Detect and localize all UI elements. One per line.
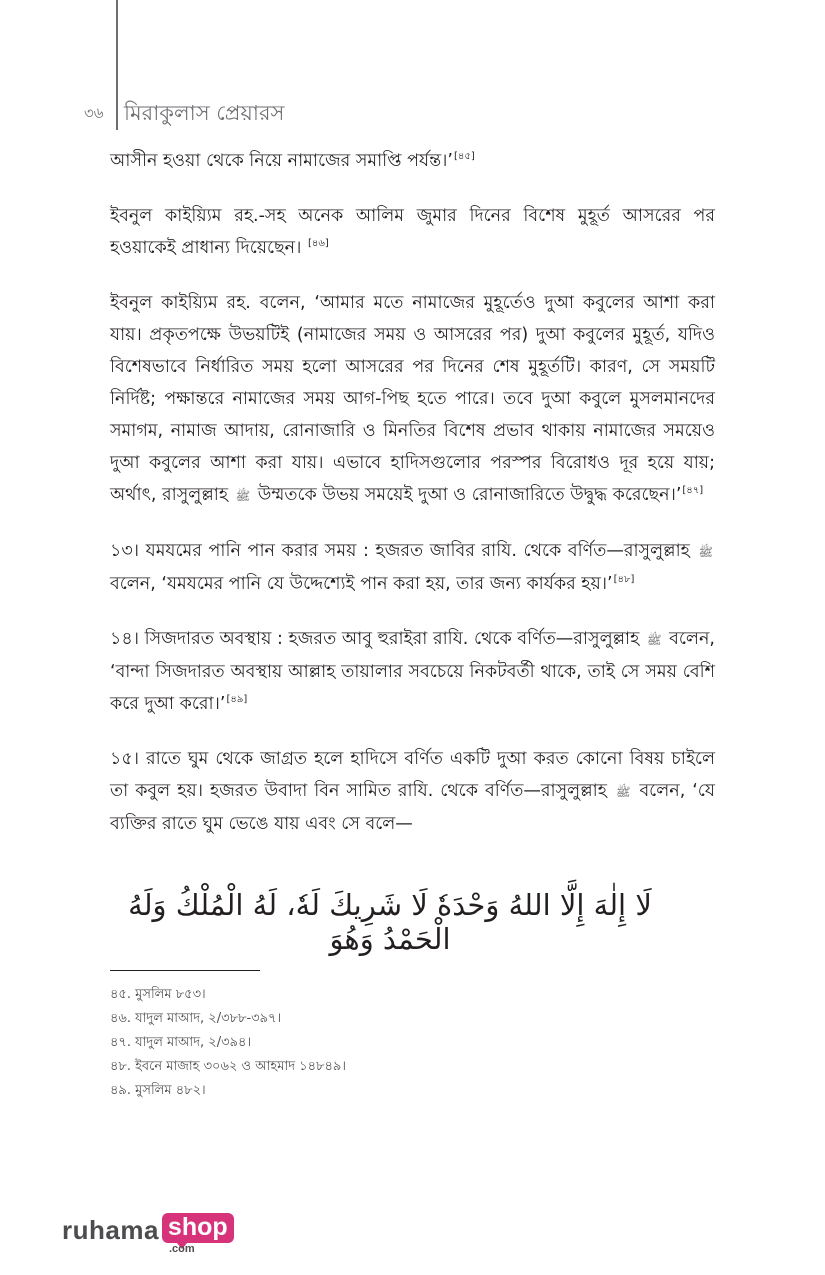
paragraph-5 — [110, 623, 715, 720]
salutation-icon: ﷺ — [646, 633, 662, 647]
footnote-49: ৪৯. মুসলিম ৪৮২। — [110, 1083, 206, 1098]
paragraph-text: ১৪। সিজদারত অবস্থায় : হজরত আবু হুরাইরা রাযি. থেকে বর্ণিত—রাসুলুল্লাহ — [110, 629, 640, 649]
footnote-ref-48: [৪৮] — [613, 574, 635, 586]
body-text — [110, 145, 715, 863]
paragraph-text: বলেন, ‘বান্দা সিজদারত অবস্থায় আল্লাহ তায়ালার সবচেয়ে নিকটবর্তী থাকে, তাই সে সময় বেশি করে দুআ করো।’ — [110, 629, 715, 714]
paragraph-text: বলেন, ‘যমযমের পানি যে উদ্দেশ্যেই পান করা হয়, তার জন্য কার্যকর হয়।’ — [110, 574, 613, 594]
footnote-ref-47: [৪৭] — [682, 485, 704, 497]
footnote-ref-45: [৪৫] — [453, 151, 475, 163]
paragraph-text: আসীন হওয়া থেকে নিয়ে নামাজের সমাপ্তি পর্যন্ত।’ — [110, 151, 453, 171]
running-title: মিরাকুলাস প্রেয়ারস — [124, 101, 285, 125]
logo-bubble — [162, 1213, 234, 1243]
page-number: ৩৬ — [84, 104, 104, 122]
arabic-dua: لَا إِلٰهَ إِلَّا اللهُ وَحْدَهٗ لَا شَرِيكَ لَهٗ، لَهُ الْمُلْكُ وَلَهُ الْحَمْدُ وَهُوَ — [128, 888, 652, 956]
paragraph-text: ১৩। যমযমের পানি পান করার সময় : হজরত জাবির রাযি. থেকে বর্ণিত—রাসুলুল্লাহ — [110, 541, 690, 561]
paragraph-1 — [110, 145, 715, 177]
footnote-45: ৪৫. মুসলিম ৮৫৩। — [110, 987, 206, 1002]
paragraph-2 — [110, 200, 715, 264]
footnote-ref-46: [৪৬] — [307, 238, 329, 250]
footnote-46: ৪৬. যাদুল মাআদ, ২/৩৮৮-৩৯৭। — [110, 1011, 282, 1026]
salutation-icon: ﷺ — [615, 785, 631, 799]
footnote-ref-49: [৪৯] — [226, 694, 248, 706]
footnotes — [110, 983, 346, 1103]
logo-ruhama-text: ruhama — [62, 1215, 159, 1245]
footnote-48: ৪৮. ইবনে মাজাহ ৩০৬২ ও আহমাদ ১৪৮৪৯। — [110, 1059, 347, 1074]
footnote-47: ৪৭. যাদুল মাআদ, ২/৩৯৪। — [110, 1035, 252, 1050]
paragraph-text: ইবনুল কাইয়্যিম রহ. বলেন, ‘আমার মতে নামাজের মুহূর্তেও দুআ কবুলের আশা করা যায়। প্রকৃতপক্ষে উভয়টিই (নামাজের সময় ও আসরের পর) দুআ কবুলের মুহূর্ত, যদিও বিশেষভাবে নির্ধারিত সময় হলো আসরের পর দিনের শেষ মুহূর্তটি। কারণ, সে সময়টি নির্দিষ্ট; পক্ষান্তরে নামাজের সময় আগ-পিছ হতে পারে। তবে দুআ কবুলে মুসলমানদের সমাগম, নামাজ আদায়, রোনাজারি ও মিনতির বিশেষ প্রভাব থাকায় নামাজের সময়েও দুআ কবুলের আশা করা যায়। এভাবে হাদিসগুলোর পরস্পর বিরোধও দূর হয়ে যায়; অর্থাৎ, রাসুলুল্লাহ — [110, 293, 715, 505]
salutation-icon: ﷺ — [235, 489, 251, 503]
footnote-divider — [110, 970, 260, 971]
logo-shop-text: shop — [167, 1213, 228, 1241]
paragraph-text: ইবনুল কাইয়্যিম রহ.-সহ অনেক আলিম জুমার দিনের বিশেষ মুহূর্ত আসরের পর হওয়াকেই প্রাধান্য দিয়েছেন। — [110, 206, 715, 258]
paragraph-3 — [110, 287, 715, 512]
ruhamashop-logo — [62, 1213, 234, 1253]
header-vertical-rule — [116, 0, 118, 130]
paragraph-text: উম্মতকে উভয় সময়েই দুআ ও রোনাজারিতে উদ্বুদ্ধ করেছেন।’ — [257, 485, 682, 505]
paragraph-text: ১৫। রাতে ঘুম থেকে জাগ্রত হলে হাদিসে বর্ণিত একটি দুআ করত কোনো বিষয় চাইলে তা কবুল হয়। হজরত উবাদা বিন সামিত রাযি. থেকে বর্ণিত—রাসুলুল্লাহ — [110, 749, 715, 801]
logo-com-text: .com — [169, 1243, 195, 1255]
paragraph-6 — [110, 743, 715, 840]
paragraph-text: বলেন, ‘যে ব্যক্তির রাতে ঘুম ভেঙে যায় এবং সে বলে— — [110, 781, 715, 834]
paragraph-4 — [110, 535, 715, 600]
salutation-icon: ﷺ — [698, 545, 713, 559]
